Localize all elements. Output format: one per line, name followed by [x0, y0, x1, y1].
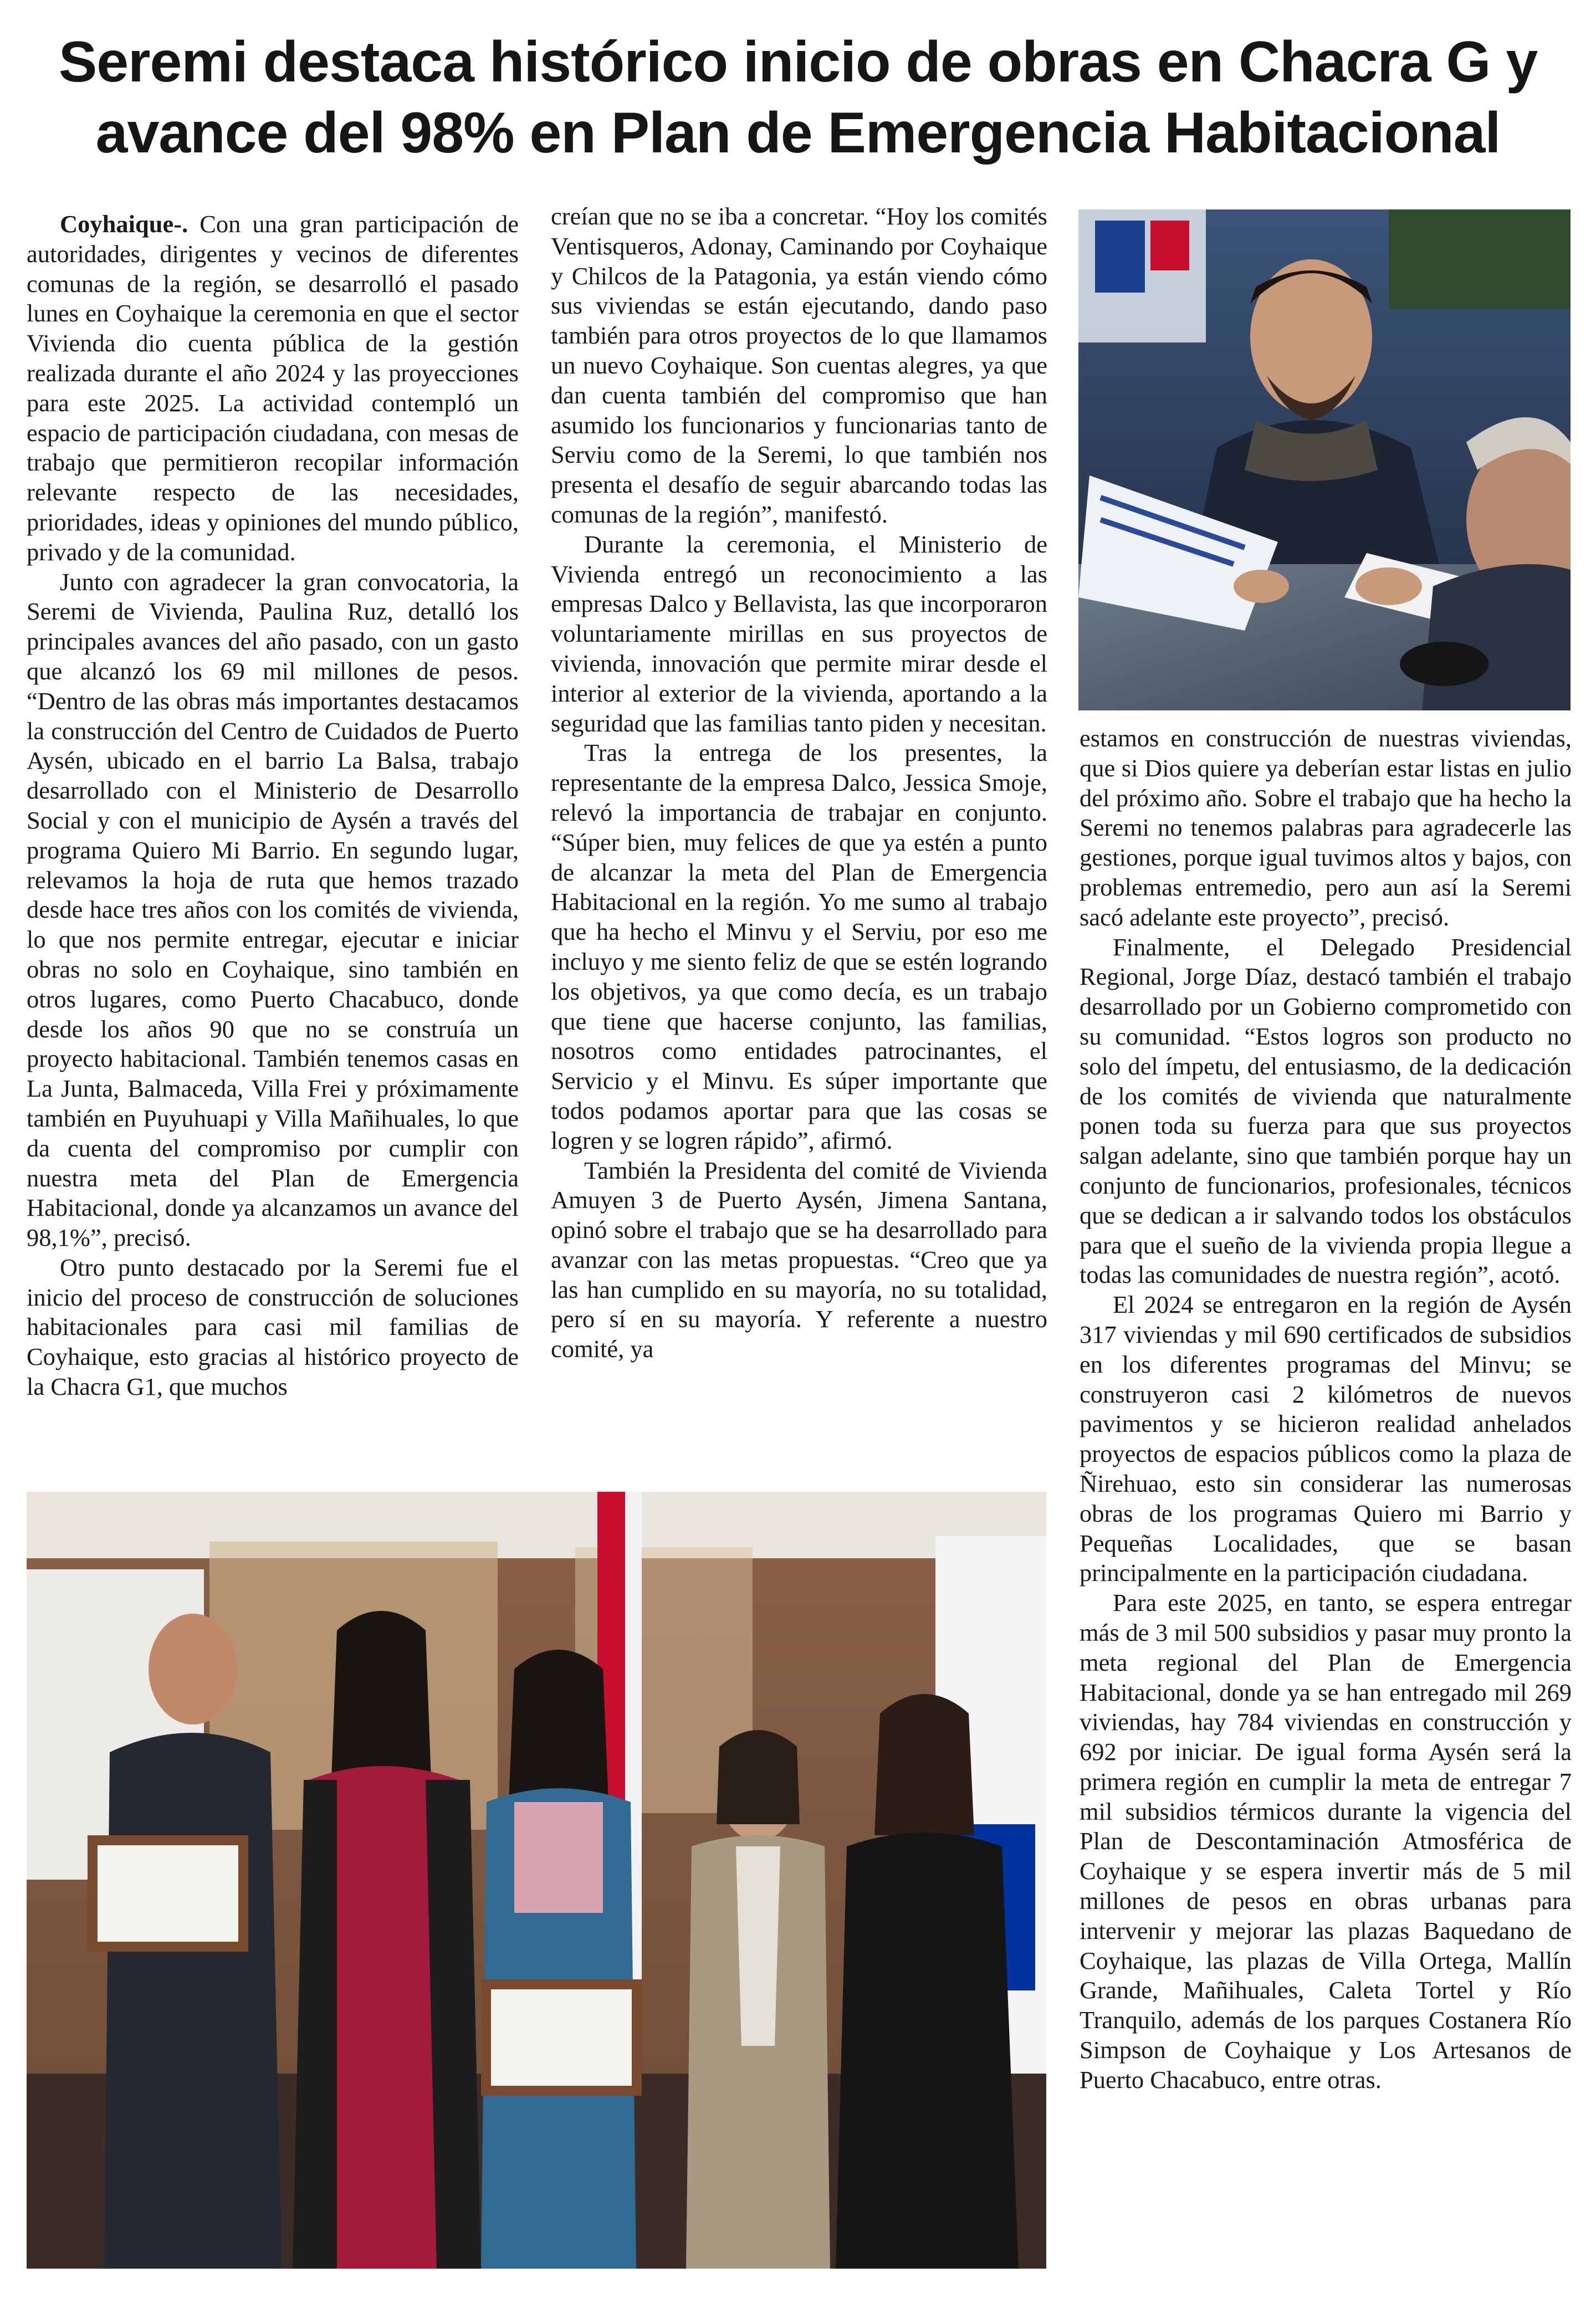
paragraph: Otro punto destacado por la Seremi fue el inicio del proceso de construcción de soluciones habitacionales para casi mil familias de Coyhaique, esto gracias al histórico proyecto de la Chacra G1, que muchos [27, 1253, 519, 1401]
paragraph: El 2024 se entregaron en la región de Aysén 317 viviendas y mil 690 certificados de subsidios en los diferentes programas del Minvu; se construyeron casi 2 kilómetros de nuevos pavimentos y se hicieron realidad anhelados proyectos de espacios públicos como la plaza de Ñirehuao, esto sin considerar las numerosas obras de los programas Quiero mi Barrio y Pequeñas Localidades, que se basan principalmente en la participación ciudadana. [1080, 1291, 1572, 1587]
paragraph: creían que no se iba a concretar. “Hoy los comités Ventisqueros, Adonay, Caminando por Coyhaique y Chilcos de la Patagonia, ya están viendo cómo sus viviendas se están ejecutando, dando paso también para otros proyectos de lo que llamamos un nuevo Coyhaique. Son cuentas alegres, ya que dan cuenta también del compromiso que han asumido los funcionarios y funcionarias tanto de Serviu como de la Seremi, lo que también nos presenta el desafío de seguir abarcando todas las comunas de la región”, manifestó. [551, 202, 1047, 528]
photo-man-at-table [1078, 209, 1571, 710]
article-column-2 [551, 202, 1047, 1364]
photo-group-with-certificates [27, 1492, 1046, 2269]
paragraph: También la Presidenta del comité de Vivienda Amuyen 3 de Puerto Aysén, Jimena Santana, opinó sobre el trabajo que se ha desarrollado para avanzar con las metas propuestas. “Creo que ya las han cumplido en su mayoría, no su totalidad, pero sí en su mayoría. Y referente a nuestro comité, ya [551, 1156, 1047, 1363]
paragraph: Tras la entrega de los presentes, la representante de la empresa Dalco, Jessica Smoje, relevó la importancia de trabajar en conjunto. “Súper bien, muy felices de que ya estén a punto de alcanzar la meta del Plan de Emergencia Habitacional en la región. Yo me sumo al trabajo que ha hecho el Minvu y el Serviu, por eso me incluyo y me siento feliz de que se estén logrando los objetivos, ya que como decía, es un trabajo que tiene que hacerse conjunto, las familias, nosotros como entidades patrocinantes, el Servicio y el Minvu. Es súper importante que todos podamos aportar para que las cosas se logren y se logren rápido”, afirmó. [551, 739, 1047, 1154]
headline: Seremi destaca histórico inicio de obras en Chacra G y avance del 98% en Plan de Emergencia Habitacional [58, 30, 1538, 165]
dateline: Coyhaique-. [60, 210, 188, 238]
article-column-3 [1080, 724, 1572, 2095]
paragraph-text: Con una gran participación de autoridades, dirigentes y vecinos de diferentes comunas de la región, se desarrolló el pasado lunes en Coyhaique la ceremonia en que el sector Vivienda dio cuenta pública de la gestión realizada durante el año 2024 y las proyecciones para este 2025. La actividad contempló un espacio de participación ciudadana, con mesas de trabajo que permitieron recopilar información relevante respecto de las necesidades, prioridades, ideas y opiniones del mundo público, privado y de la comunidad. [27, 210, 519, 566]
paragraph: Junto con agradecer la gran convocatoria, la Seremi de Vivienda, Paulina Ruz, detalló los principales avances del año pasado, con un gasto que alcanzó los 69 mil millones de pesos. “Dentro de las obras más importantes destacamos la construcción del Centro de Cuidados de Puerto Aysén, ubicado en el barrio La Balsa, trabajo desarrollado con el Ministerio de Desarrollo Social y con el municipio de Aysén a través del programa Quiero Mi Barrio. En segundo lugar, relevamos la hoja de ruta que hemos trazado desde hace tres años con los comités de vivienda, lo que nos permite entregar, ejecutar e iniciar obras no solo en Coyhaique, sino también en otros lugares, como Puerto Chacabuco, donde desde los años 90 que no se construía un proyecto habitacional. También tenemos casas en La Junta, Balmaceda, Villa Frei y próximamente también en Puyuhuapi y Villa Mañihuales, lo que da cuenta del compromiso por cumplir con nuestra meta del Plan de Emergencia Habitacional, donde ya alcanzamos un avance del 98,1%”, precisó. [27, 567, 519, 1252]
paragraph: Para este 2025, en tanto, se espera entregar más de 3 mil 500 subsidios y pasar muy pronto la meta regional del Plan de Emergencia Habitacional, donde ya se han entregado mil 269 viviendas, hay 784 viviendas en construcción y 692 por iniciar. De igual forma Aysén será la primera región en cumplir la meta de entregar 7 mil subsidios térmicos durante la vigencia del Plan de Descontaminación Atmosférica de Coyhaique y se espera invertir más de 5 mil millones de pesos en obras urbanas para intervenir y mejorar las plazas Baquedano de Coyhaique, las plazas de Villa Ortega, Mallín Grande, Mañihuales, Caleta Tortel y Río Tranquilo, además de los parques Costanera Río Simpson de Coyhaique y Los Artesanos de Puerto Chacabuco, entre otras. [1080, 1589, 1572, 2094]
paragraph: Finalmente, el Delegado Presidencial Regional, Jorge Díaz, destacó también el trabajo desarrollado por un Gobierno comprometido con su comunidad. “Estos logros son producto no solo del ímpetu, del entusiasmo, de la dedicación de los comités de vivienda que naturalmente ponen toda su fuerza para que sus proyectos salgan adelante, sino que también porque hay un conjunto de funcionarios, profesionales, técnicos que se dedican a ir salvando todos los obstáculos para que el sueño de la vivienda propia llegue a todas las comunidades de nuestra región”, acotó. [1080, 933, 1572, 1289]
paragraph [27, 209, 519, 567]
paragraph: estamos en construcción de nuestras viviendas, que si Dios quiere ya deberían estar listas en julio del próximo año. Sobre el trabajo que ha hecho la Seremi no tenemos palabras para agradecerle las gestiones, porque igual tuvimos altos y bajos, con problemas entremedio, pero aun así la Seremi sacó adelante este proyecto”, precisó. [1080, 724, 1572, 931]
article-column-1 [27, 209, 519, 1402]
paragraph: Durante la ceremonia, el Ministerio de Vivienda entregó un reconocimiento a las empresas Dalco y Bellavista, las que incorporaron voluntariamente mirillas en sus proyectos de vivienda, innovación que permite mirar desde el interior al exterior de la vivienda, aportando a la seguridad que las familias tanto piden y necesitan. [551, 530, 1047, 737]
